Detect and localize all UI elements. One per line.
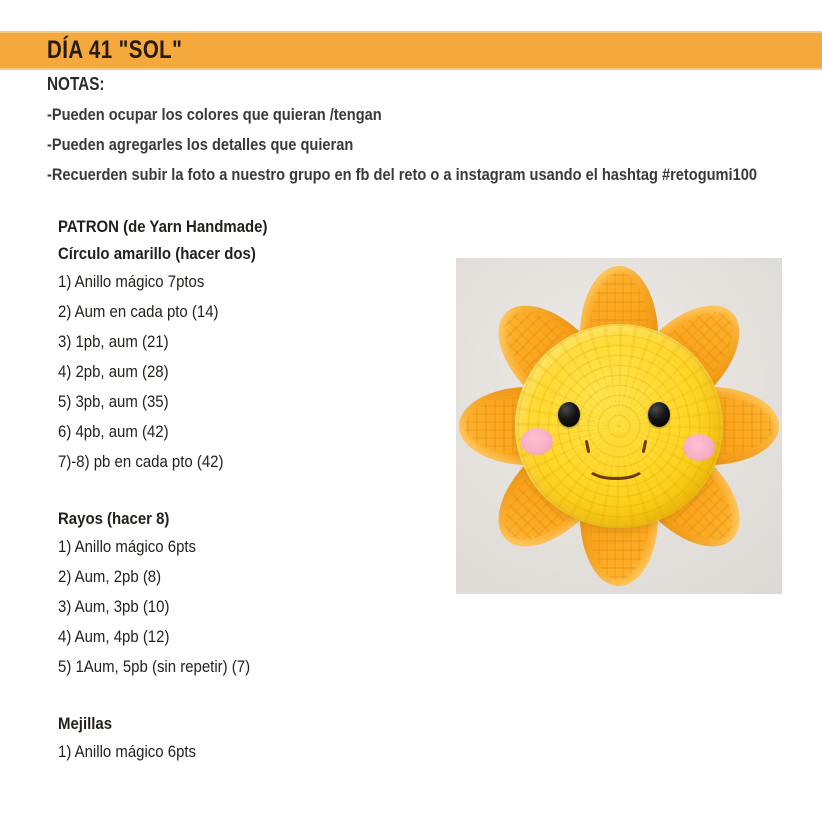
pattern-step: 1) Anillo mágico 6pts	[58, 537, 197, 556]
photo-background	[456, 258, 782, 594]
section-heading-circulo: Círculo amarillo (hacer dos)	[58, 244, 256, 263]
pattern-step: 5) 1Aum, 5pb (sin repetir) (7)	[58, 657, 251, 676]
pattern-step: 2) Aum en cada pto (14)	[58, 302, 219, 321]
note-line: -Recuerden subir la foto a nuestro grupo en fb del reto o a instagram usando el hashtag #retogumi100	[47, 165, 758, 184]
section-heading-mejillas: Mejillas	[58, 714, 113, 733]
notes-heading: NOTAS:	[47, 74, 105, 94]
eye-left	[558, 402, 580, 427]
pattern-step: 7)-8) pb en cada pto (42)	[58, 452, 224, 471]
pattern-step: 6) 4pb, aum (42)	[58, 422, 169, 441]
pattern-step: 3) 1pb, aum (21)	[58, 332, 169, 351]
page-title: DÍA 41 "SOL"	[47, 35, 183, 64]
pattern-title: PATRON (de Yarn Handmade)	[58, 217, 268, 236]
pattern-step: 3) Aum, 3pb (10)	[58, 597, 170, 616]
smile-mouth	[585, 446, 647, 480]
pattern-section	[58, 213, 448, 767]
pattern-step: 5) 3pb, aum (35)	[58, 392, 169, 411]
sun-amigurumi-photo	[456, 258, 782, 594]
sun-illustration	[469, 276, 769, 576]
note-line: -Pueden ocupar los colores que quieran /tengan	[47, 105, 382, 124]
section-heading-rayos: Rayos (hacer 8)	[58, 509, 170, 528]
pattern-step: 1) Anillo mágico 7ptos	[58, 272, 205, 291]
notes-section	[47, 72, 822, 190]
pattern-step: 2) Aum, 2pb (8)	[58, 567, 162, 586]
section-spacer	[58, 477, 448, 505]
eye-right	[648, 402, 670, 427]
pattern-step: 1) Anillo mágico 6pts	[58, 742, 197, 761]
cheek-left	[521, 428, 553, 455]
note-line: -Pueden agregarles los detalles que quieran	[47, 135, 354, 154]
crochet-stitch-texture-radial	[515, 324, 723, 528]
cheek-right	[683, 434, 715, 461]
section-spacer	[58, 682, 448, 710]
pattern-step: 4) Aum, 4pb (12)	[58, 627, 170, 646]
pattern-step: 4) 2pb, aum (28)	[58, 362, 169, 381]
page-title-banner	[0, 31, 822, 70]
sun-face	[515, 324, 723, 528]
